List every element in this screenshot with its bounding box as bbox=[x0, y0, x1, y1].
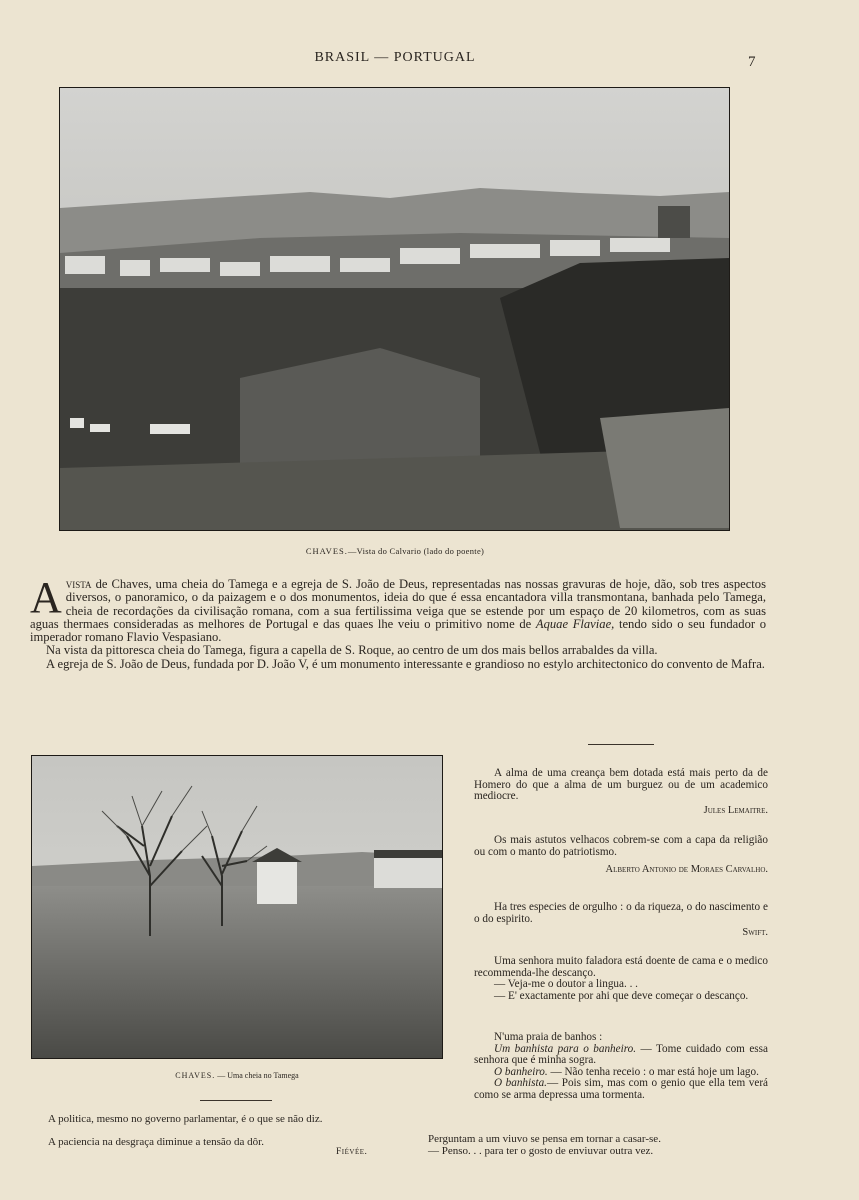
section-divider bbox=[588, 744, 654, 745]
caption-text: — Uma cheia no Tamega bbox=[215, 1071, 299, 1080]
intro-text: de Chaves, uma cheia do Tamega e a egreja de S. João de Deus, representadas nas nossas gravuras de hoje, dão, sob tres aspectos diversos, o panoramico, o da paizagem e o dos monumentos, ideia do que é essa encantadora villa transmontana, banhada pelo Tamega, cheia de recordações da civilisação romana, com a sua fertilissima veiga que se estende por um espaço de 20 kilometros, com as suas aguas thermaes consideradas as melhores de Portugal e das quaes lhe veiu o primitivo nome de bbox=[30, 577, 766, 631]
widower-line: Perguntam a um viuvo se pensa em tornar a casar-se. bbox=[428, 1133, 661, 1145]
anecdote-line: Uma senhora muito faladora está doente de cama e o medico recommenda-lhe descanço. bbox=[474, 955, 768, 979]
beach-line bbox=[474, 1044, 768, 1067]
flood-paragraph: Na vista da pittoresca cheia do Tamega, figura a capella de S. Roque, ao centro de um dos mais bellos arrabaldes da villa. bbox=[46, 643, 658, 658]
intro-text-end: tendo sido o seu fundador o imperador romano Flavio Vespasiano. bbox=[30, 616, 766, 645]
quote-text: Os mais astutos velhacos cobrem-se com a capa da religião ou com o manto do patriotismo. bbox=[474, 834, 768, 858]
quote-author: Swift. bbox=[742, 927, 768, 939]
intro-paragraph bbox=[30, 573, 766, 645]
anecdote-line: — Veja-me o doutor a lingua. . . bbox=[494, 978, 638, 991]
speaker-label: O banhista. bbox=[494, 1077, 547, 1090]
anecdote-line: — E' exactamente por ahi que deve começar o descanço. bbox=[494, 989, 749, 1002]
caption-place: CHAVES. bbox=[175, 1071, 216, 1080]
speaker-label: O banheiro. bbox=[494, 1065, 548, 1078]
chaves-panorama-photo bbox=[59, 87, 730, 531]
widower-anecdote bbox=[428, 1134, 758, 1158]
beach-speech: — Não tenha receio : o mar está hoje um lago. bbox=[547, 1065, 759, 1078]
intro-article bbox=[30, 573, 766, 671]
politics-maxim: A politica, mesmo no governo parlamentar, é o que se não diz. bbox=[48, 1113, 323, 1125]
beach-speech: — Pois sim, mas com o genio que ella tem verá como se arma depressa uma tormenta. bbox=[474, 1077, 769, 1101]
quote-text: A alma de uma creança bem dotada está mais perto da de Homero do que a alma de um burguez ou de um academico mediocre. bbox=[474, 767, 768, 803]
top-photo-caption bbox=[60, 546, 730, 556]
latin-name: Aquae Flaviae, bbox=[535, 616, 615, 631]
beach-line bbox=[474, 1078, 768, 1101]
caption-place: CHAVES. bbox=[305, 546, 348, 556]
speaker-label: Um banhista para o banheiro. bbox=[494, 1042, 637, 1055]
intro-opening-word: vista bbox=[65, 577, 92, 591]
quote-author: Alberto Antonio de Moraes Carvalho. bbox=[605, 864, 768, 876]
quote-block bbox=[474, 768, 768, 816]
maxim-author: Fiévée. bbox=[336, 1147, 368, 1157]
quote-block bbox=[474, 902, 768, 939]
widower-line: — Penso. . . para ter o gosto de enviuvar outra vez. bbox=[428, 1144, 654, 1157]
quote-text: Ha tres especies de orgulho : o da riqueza, o do nascimento e o do espirito. bbox=[474, 901, 768, 925]
running-head: BRASIL — PORTUGAL bbox=[314, 50, 476, 65]
patience-maxim: A paciencia na desgraça diminue a tensão da dôr. bbox=[48, 1136, 264, 1148]
page-number: 7 bbox=[748, 54, 756, 70]
beach-intro: N'uma praia de banhos : bbox=[494, 1031, 603, 1043]
tamega-flood-photo bbox=[31, 755, 443, 1059]
bottom-photo-caption bbox=[32, 1071, 442, 1080]
beach-speech: — Tome cuidado com essa senhora que é minha sogra. bbox=[474, 1042, 768, 1067]
caption-text: —Vista do Calvario (lado do poente) bbox=[347, 546, 485, 556]
section-divider bbox=[200, 1100, 272, 1101]
church-paragraph: A egreja de S. João de Deus, fundada por D. João V, é um monumento interessante e grandioso no estylo architectonico do convento de Mafra. bbox=[46, 656, 765, 671]
beach-anecdote-block bbox=[474, 1032, 768, 1102]
anecdote-block bbox=[474, 956, 768, 1002]
quote-block bbox=[474, 835, 768, 876]
dropcap: A bbox=[30, 573, 62, 622]
quote-author: Jules Lemaitre. bbox=[703, 804, 768, 816]
